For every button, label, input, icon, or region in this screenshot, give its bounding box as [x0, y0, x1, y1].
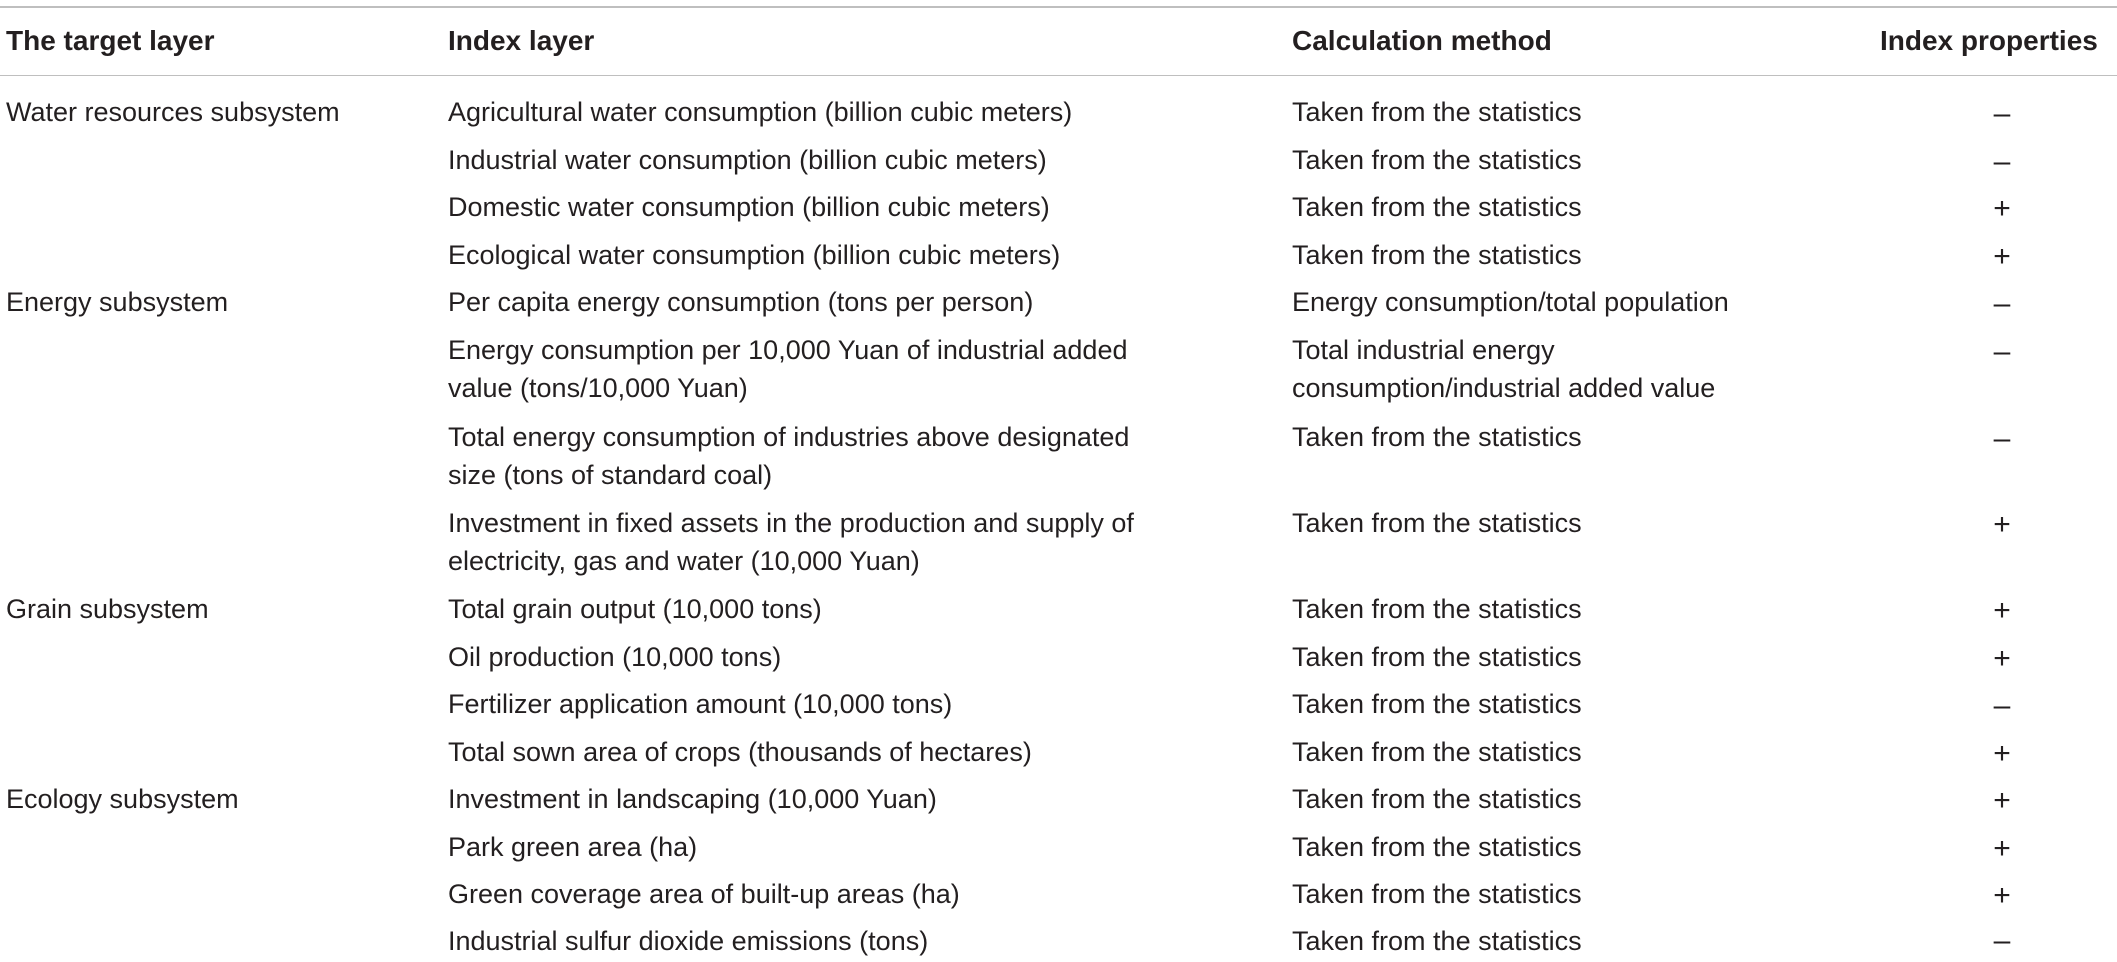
calc-cell — [1292, 93, 1812, 131]
calc-cell — [1292, 236, 1812, 274]
index-cell — [448, 590, 1268, 628]
calc-cell — [1292, 733, 1812, 771]
index-line: Fertilizer application amount (10,000 tons) — [448, 689, 953, 719]
property-sign: – — [1993, 145, 2011, 178]
calc-line: Taken from the statistics — [1292, 832, 1582, 862]
calc-line: consumption/industrial added value — [1292, 373, 1716, 403]
index-line: Total sown area of crops (thousands of hectares) — [448, 737, 1032, 767]
index-line: Agricultural water consumption (billion cubic meters) — [448, 97, 1073, 127]
calc-cell — [1292, 922, 1812, 960]
calc-line: Taken from the statistics — [1292, 594, 1582, 624]
property-sign: + — [1993, 192, 2011, 225]
index-cell — [448, 236, 1268, 274]
calc-line: Taken from the statistics — [1292, 784, 1582, 814]
calc-cell — [1292, 141, 1812, 179]
property-sign: + — [1993, 642, 2011, 675]
calc-line: Energy consumption/total population — [1292, 287, 1729, 317]
calc-line: Taken from the statistics — [1292, 508, 1582, 538]
index-line: electricity, gas and water (10,000 Yuan) — [448, 546, 920, 576]
property-sign: + — [1993, 784, 2011, 817]
calc-line: Taken from the statistics — [1292, 689, 1582, 719]
index-line: size (tons of standard coal) — [448, 460, 773, 490]
index-cell — [448, 418, 1268, 494]
property-sign: – — [1993, 689, 2011, 722]
calc-cell — [1292, 780, 1812, 818]
calc-line: Taken from the statistics — [1292, 422, 1582, 452]
calc-cell — [1292, 418, 1812, 456]
calc-cell — [1292, 590, 1812, 628]
index-cell — [448, 685, 1268, 723]
calc-cell — [1292, 331, 1812, 407]
calc-line: Taken from the statistics — [1292, 737, 1582, 767]
calc-cell — [1292, 685, 1812, 723]
index-cell — [448, 504, 1268, 580]
property-sign: + — [1993, 832, 2011, 865]
calc-line: Taken from the statistics — [1292, 145, 1582, 175]
index-line: Total grain output (10,000 tons) — [448, 594, 822, 624]
property-sign: – — [1993, 97, 2011, 130]
index-line: Investment in fixed assets in the production and supply of — [448, 508, 1134, 538]
index-line: Oil production (10,000 tons) — [448, 642, 782, 672]
index-line: Industrial water consumption (billion cubic meters) — [448, 145, 1047, 175]
group-energy: Energy subsystem — [6, 287, 229, 317]
calc-cell — [1292, 504, 1812, 542]
property-sign: – — [1993, 335, 2011, 368]
group-grain: Grain subsystem — [6, 594, 209, 624]
property-sign: – — [1993, 924, 2011, 957]
property-sign: + — [1993, 508, 2011, 541]
property-sign: – — [1993, 422, 2011, 455]
group-ecology: Ecology subsystem — [6, 784, 239, 814]
calc-cell — [1292, 188, 1812, 226]
index-cell — [448, 780, 1268, 818]
calc-line: Taken from the statistics — [1292, 642, 1582, 672]
header-target-layer: The target layer — [6, 25, 215, 56]
index-cell — [448, 733, 1268, 771]
index-cell — [448, 828, 1268, 866]
calc-cell — [1292, 828, 1812, 866]
property-sign: + — [1993, 240, 2011, 273]
index-cell — [448, 188, 1268, 226]
calc-cell — [1292, 638, 1812, 676]
index-line: Ecological water consumption (billion cubic meters) — [448, 240, 1061, 270]
header-calculation-method: Calculation method — [1292, 25, 1552, 56]
index-cell — [448, 141, 1268, 179]
header-index-layer: Index layer — [448, 25, 595, 56]
index-line: Energy consumption per 10,000 Yuan of industrial added — [448, 335, 1128, 365]
calc-line: Total industrial energy — [1292, 335, 1555, 365]
index-cell — [448, 875, 1268, 913]
group-water-resources: Water resources subsystem — [6, 97, 340, 127]
index-line: Domestic water consumption (billion cubic meters) — [448, 192, 1050, 222]
index-line: Industrial sulfur dioxide emissions (tons) — [448, 926, 929, 956]
calc-line: Taken from the statistics — [1292, 879, 1582, 909]
calc-cell — [1292, 875, 1812, 913]
index-line: value (tons/10,000 Yuan) — [448, 373, 748, 403]
property-sign: + — [1993, 594, 2011, 627]
index-line: Park green area (ha) — [448, 832, 698, 862]
index-cell — [448, 283, 1268, 321]
index-line: Total energy consumption of industries above designated — [448, 422, 1130, 452]
index-cell — [448, 922, 1268, 960]
index-cell — [448, 93, 1268, 131]
index-cell — [448, 638, 1268, 676]
index-line: Green coverage area of built-up areas (ha) — [448, 879, 960, 909]
calc-line: Taken from the statistics — [1292, 240, 1582, 270]
property-sign: + — [1993, 879, 2011, 912]
property-sign: + — [1993, 737, 2011, 770]
header-index-properties: Index properties — [1880, 25, 2098, 56]
calc-line: Taken from the statistics — [1292, 926, 1582, 956]
calc-cell — [1292, 283, 1812, 321]
property-sign: – — [1993, 287, 2011, 320]
index-cell — [448, 331, 1268, 407]
table-header-rule — [0, 75, 2117, 76]
calc-line: Taken from the statistics — [1292, 192, 1582, 222]
index-line: Per capita energy consumption (tons per person) — [448, 287, 1034, 317]
calc-line: Taken from the statistics — [1292, 97, 1582, 127]
table-top-rule — [0, 6, 2117, 8]
index-line: Investment in landscaping (10,000 Yuan) — [448, 784, 937, 814]
